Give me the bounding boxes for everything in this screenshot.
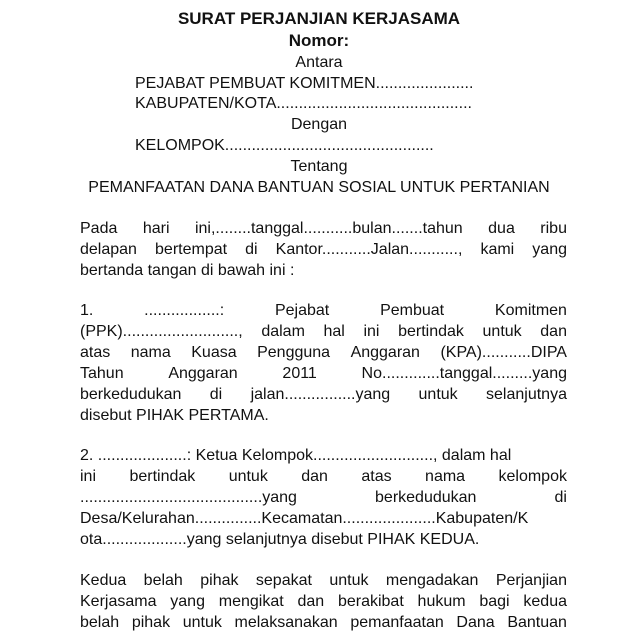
word: (KPA)...........DIPA bbox=[440, 344, 567, 361]
antara-label: Antara bbox=[295, 54, 343, 71]
party1-line-4 bbox=[80, 365, 567, 383]
word: Kerjasama bbox=[80, 593, 157, 610]
word: kedua bbox=[523, 593, 567, 610]
word: Pembuat bbox=[380, 302, 445, 319]
word: belah bbox=[143, 572, 183, 589]
word: Pengguna bbox=[257, 344, 331, 361]
word: kelompok bbox=[498, 468, 567, 485]
intro-line-2 bbox=[80, 241, 567, 259]
party2-line-4: Desa/Kelurahan...............Kecamatan.....................Kabupaten/K bbox=[80, 510, 529, 527]
word: mengadakan bbox=[385, 572, 479, 589]
word: Kuasa bbox=[191, 344, 237, 361]
agreement-subject: PEMANFAATAN DANA BANTUAN SOSIAL UNTUK PERTANIAN bbox=[88, 179, 550, 196]
word: Pejabat bbox=[274, 302, 330, 319]
word: untuk bbox=[482, 323, 522, 340]
word: untuk bbox=[418, 386, 458, 403]
word: ini bbox=[80, 468, 97, 485]
word: atas bbox=[361, 468, 392, 485]
word: untuk bbox=[329, 572, 369, 589]
word: untuk bbox=[182, 614, 222, 631]
word: Pada bbox=[80, 220, 118, 237]
word: kami bbox=[480, 241, 515, 258]
word: ini bbox=[363, 323, 380, 340]
word: hukum bbox=[417, 593, 466, 610]
word: bagi bbox=[479, 593, 510, 610]
word: ribu bbox=[540, 220, 567, 237]
word: 1. bbox=[80, 302, 94, 319]
party1-line-1 bbox=[80, 302, 567, 320]
word: No.............tanggal.........yang bbox=[361, 365, 567, 382]
word: 2011 bbox=[282, 365, 317, 382]
party1-line-5 bbox=[80, 386, 567, 404]
word: untuk bbox=[228, 468, 268, 485]
closing-line-3 bbox=[80, 614, 567, 632]
word: Kantor...........Jalan..........., bbox=[275, 241, 463, 258]
word: bertempat bbox=[155, 241, 228, 258]
word: dan bbox=[301, 468, 328, 485]
word: berkedudukan bbox=[375, 489, 477, 506]
word: Komitmen bbox=[494, 302, 567, 319]
document-title: SURAT PERJANJIAN KERJASAMA bbox=[177, 9, 461, 28]
word: Perjanjian bbox=[495, 572, 567, 589]
closing-line-1 bbox=[80, 572, 567, 590]
word: Dana bbox=[456, 614, 495, 631]
word: di bbox=[209, 386, 223, 403]
word: Bantuan bbox=[507, 614, 567, 631]
kelompok-line: KELOMPOK............................................... bbox=[135, 137, 434, 154]
word: yang bbox=[170, 593, 205, 610]
word: delapan bbox=[80, 241, 137, 258]
document-number: Nomor: bbox=[288, 31, 350, 50]
word: dan bbox=[540, 323, 567, 340]
word: jalan................yang bbox=[250, 386, 391, 403]
word: sepakat bbox=[255, 572, 312, 589]
word: dua bbox=[488, 220, 515, 237]
word: pemanfaatan bbox=[350, 614, 444, 631]
party2-line-5: ota...................yang selanjutnya disebut PIHAK KEDUA. bbox=[80, 531, 480, 548]
word: .................: bbox=[144, 302, 225, 319]
word: berakibat bbox=[337, 593, 404, 610]
closing-line-2 bbox=[80, 593, 567, 611]
word: selanjutnya bbox=[486, 386, 567, 403]
word: di bbox=[554, 489, 567, 506]
word: bertindak bbox=[398, 323, 464, 340]
word: Anggaran bbox=[350, 344, 420, 361]
word: dan bbox=[297, 593, 325, 610]
word: .........................................yang bbox=[80, 489, 297, 506]
word: nama bbox=[425, 468, 466, 485]
party2-line-2 bbox=[80, 468, 567, 486]
party1-line-3 bbox=[80, 344, 567, 362]
party1-line-2 bbox=[80, 323, 567, 341]
tentang-label: Tentang bbox=[290, 158, 348, 175]
word: di bbox=[245, 241, 258, 258]
intro-line-3: bertanda tangan di bawah ini : bbox=[80, 262, 295, 279]
word: pihak bbox=[131, 614, 171, 631]
intro-line-1 bbox=[80, 220, 567, 238]
party1-line-6: disebut PIHAK PERTAMA. bbox=[80, 407, 269, 424]
word: melaksanakan bbox=[234, 614, 338, 631]
word: hari bbox=[142, 220, 170, 237]
word: hal bbox=[323, 323, 345, 340]
word: belah bbox=[80, 614, 120, 631]
dengan-label: Dengan bbox=[290, 116, 348, 133]
word: mengikat bbox=[218, 593, 284, 610]
kabupaten-line: KABUPATEN/KOTA............................................ bbox=[135, 95, 472, 112]
word: ini,........tanggal...........bulan.......tahun bbox=[194, 220, 463, 237]
word: bertindak bbox=[129, 468, 196, 485]
word: dalam bbox=[261, 323, 305, 340]
word: nama bbox=[130, 344, 171, 361]
word: pihak bbox=[200, 572, 239, 589]
word: berkedudukan bbox=[80, 386, 182, 403]
party2-line-1: 2. ....................: Ketua Kelompok..........................., dalam hal bbox=[80, 447, 512, 464]
word: Anggaran bbox=[168, 365, 238, 382]
word: atas bbox=[80, 344, 111, 361]
word: (PPK).........................., bbox=[80, 323, 243, 340]
word: yang bbox=[532, 241, 567, 258]
word: Kedua bbox=[80, 572, 127, 589]
party2-line-3 bbox=[80, 489, 567, 507]
word: Tahun bbox=[80, 365, 124, 382]
pejabat-line: PEJABAT PEMBUAT KOMITMEN...................... bbox=[135, 75, 474, 92]
